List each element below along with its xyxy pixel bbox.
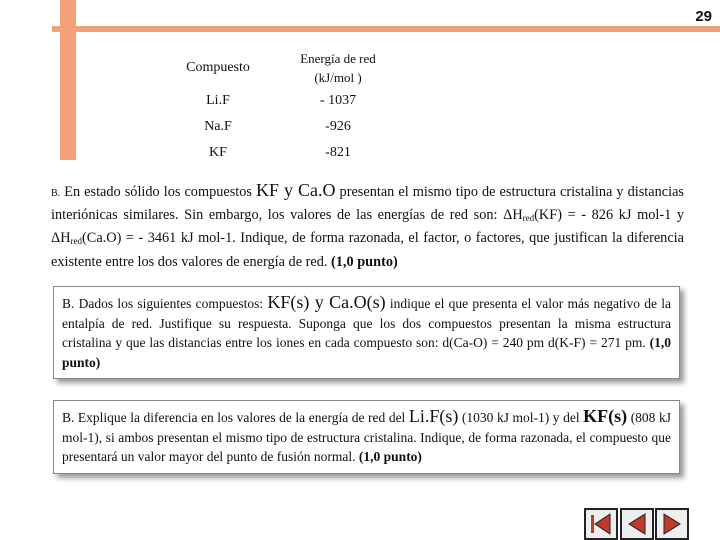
question-formula: KF y Ca.O: [256, 180, 336, 200]
first-slide-button[interactable]: [584, 508, 618, 540]
box1-text-2: indique el que presenta el valor más negativo de la entalpía de red. Justifique su respuesta. Suponga que los dos compuestos presentan la misma estructura cristalina y que las distancias entre los iones en cada compuesto son: d(Ca-O) = 240 pm d(K-F) = 271 pm.: [62, 296, 671, 350]
box2-formula-1: Li.F(s): [408, 406, 459, 426]
question-text-4: (Ca.O) = - 3461 kJ mol-1. Indique, de forma razonada, el factor, o factores, que justifican la diferencia existente entre los dos valores de energía de red.: [51, 230, 684, 270]
page-number: 29: [695, 8, 712, 25]
decorative-vertical-bar: [60, 0, 76, 160]
next-slide-icon: [657, 510, 687, 538]
header-compound: Compuesto: [186, 60, 250, 75]
box2-points: (1,0 punto): [358, 449, 422, 464]
compound-cell: KF: [209, 145, 227, 160]
question-box-1: [53, 286, 680, 379]
energy-cell: - 1037: [319, 93, 357, 108]
decorative-horizontal-bar: [52, 26, 720, 32]
compound-cell: Na.F: [204, 119, 232, 134]
question-text-2: presentan el mismo tipo de estructura cristalina y distancias interiónicas similares. Sin embargo, los valores de las energías de red son:: [51, 184, 684, 223]
compound-cell: Li.F: [206, 93, 230, 108]
delta-h-subscript-2: red: [70, 236, 83, 246]
box2-text-1: B. Explique la diferencia en los valores de la energía de red del: [62, 410, 409, 425]
previous-slide-icon: [622, 510, 652, 538]
previous-slide-button[interactable]: [620, 508, 654, 540]
energy-cell: -926: [325, 119, 351, 134]
lattice-energy-table: [163, 48, 403, 166]
question-text-1: En estado sólido los compuestos: [60, 184, 257, 200]
question-text-3: (KF) = - 826 kJ mol-1 y: [534, 206, 684, 223]
delta-h-subscript-1: red: [522, 212, 535, 223]
box1-text-1: B. Dados los siguientes compuestos:: [62, 296, 268, 311]
header-energy: [273, 48, 403, 88]
question-paragraph: [51, 180, 684, 272]
box2-text-2: (1030 kJ mol-1) y del: [458, 410, 584, 425]
question-box-2: [53, 400, 680, 474]
energy-cell: -821: [325, 145, 351, 160]
box2-text-3: (808 kJ mol-1), si ambos presentan el mismo tipo de estructura cristalina. Indique, de forma razonada, el compuesto que presentará un valor mayor del punto de fusión normal.: [62, 410, 671, 464]
box2-formula-2: KF(s): [583, 406, 628, 426]
delta-h-symbol-1: ΔH: [503, 206, 523, 223]
question-label: B.: [51, 188, 61, 199]
first-slide-icon: [586, 510, 616, 538]
table-row: [163, 114, 403, 140]
box1-points: (1,0 punto): [62, 335, 671, 370]
header-energy-line1: Energía de red: [300, 51, 376, 66]
table-row: [163, 88, 403, 114]
next-slide-button[interactable]: [655, 508, 689, 540]
table-header-row: [163, 48, 403, 88]
delta-h-symbol-2: ΔH: [51, 230, 71, 246]
box1-formula: KF(s) y Ca.O(s): [267, 292, 386, 312]
header-energy-line2: (kJ/mol ): [314, 70, 362, 85]
table-row: [163, 140, 403, 166]
question-points: (1,0 punto): [331, 253, 398, 270]
